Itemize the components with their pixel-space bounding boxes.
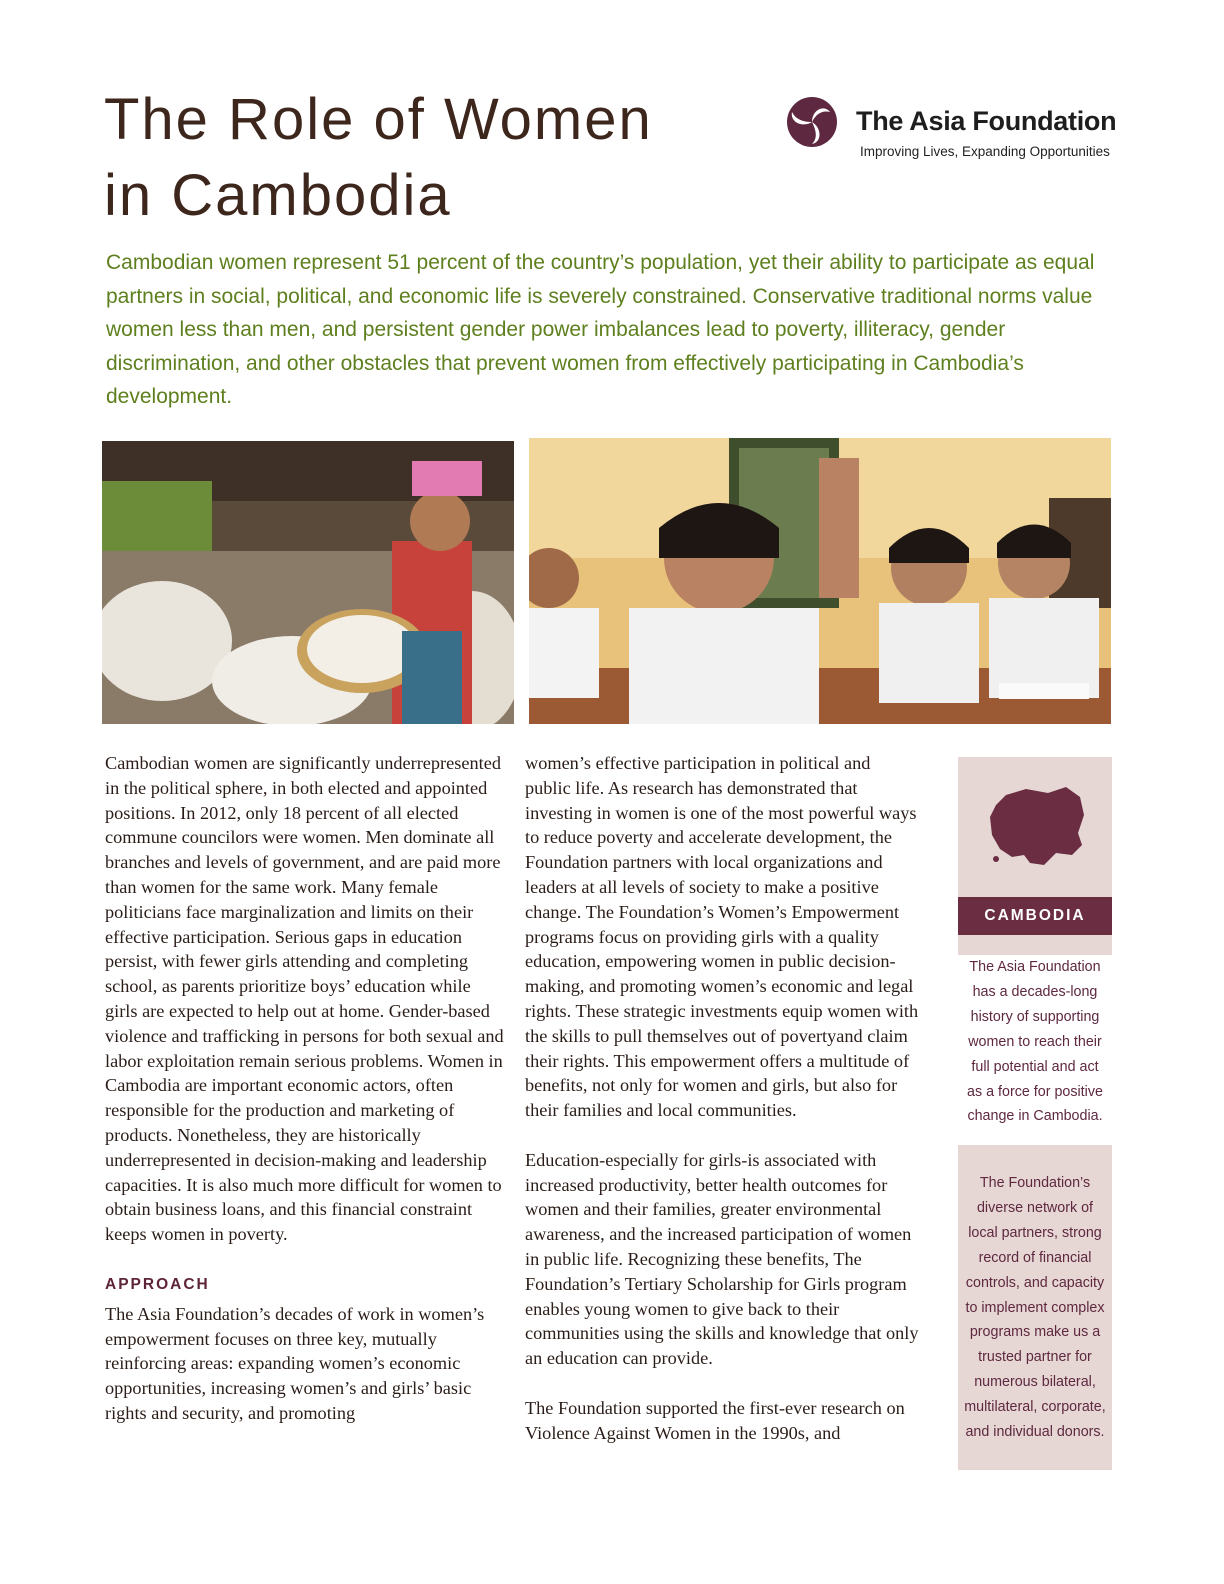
- sidebar-text-history: The Asia Foundation has a decades-long history of supporting women to reach their full potential and act as a force for positive change in Cambodia.: [958, 955, 1112, 1145]
- column1-paragraph-2: The Asia Foundation’s decades of work in women’s empowerment focuses on three key, mutually reinforcing areas: expanding women’s economic opportunities, increasing women’s and girls’ basic rights and security, and promoting: [105, 1303, 485, 1423]
- map-panel: [958, 757, 1112, 897]
- body-column-2: [525, 751, 920, 1445]
- country-label: CAMBODIA: [958, 897, 1112, 935]
- logo-name: The Asia Foundation: [856, 106, 1117, 136]
- students-classroom-photo: [529, 438, 1111, 724]
- asia-foundation-logo[interactable]: [786, 96, 1116, 166]
- foundation-swirl-icon: [786, 96, 838, 148]
- column2-paragraph-1: women’s effective participation in political and public life. As research has demonstrated that investing in women is one of the most powerful ways to reduce poverty and accelerate development, the Foundation partners with local organizations and leaders at all levels of society to make a positive change. The Foundation’s Women’s Empowerment programs focus on providing girls with a quality education, empowering women in public decision-making, and promoting women’s economic and legal rights. These strategic investments equip women with the skills to pull themselves out of povertyand claim their rights. This empowerment offers a multitude of benefits, not only for women and girls, but also for their families and local communities.: [525, 753, 919, 1121]
- body-column-1: [105, 751, 507, 1426]
- intro-paragraph: Cambodian women represent 51 percent of the country’s population, yet their ability to participate as equal partners in social, political, and economic life is severely constrained. Conservative traditional norms value women less than men, and persistent gender power imbalances lead to poverty, illiteracy, gender discrimination, and other obstacles that prevent women from effectively participating in Cambodia’s development.: [106, 251, 1095, 408]
- title-line-2: in Cambodia: [104, 163, 452, 228]
- sidebar-divider: [958, 1147, 1112, 1149]
- column1-paragraph-1: Cambodian women are significantly underrepresented in the political sphere, in both elected and appointed positions. In 2012, only 18 percent of all elected commune councilors were women. Men dominate all branches and levels of government, and are paid more than women for the same work. Many female politicians face marginalization and limits on their effective participation. Serious gaps in education persist, with fewer girls attending and completing school, as parents prioritize boys’ education while girls are expected to help out at home. Gender-based violence and trafficking in persons for both sexual and labor exploitation remain serious problems. Women in Cambodia are important economic actors, often responsible for the production and marketing of products. Nonetheless, they are historically underrepresented in decision-making and leadership capacities. It is also much more difficult for women to obtain business loans, and this financial constraint keeps women in poverty.: [105, 753, 504, 1245]
- column2-paragraph-3: The Foundation supported the first-ever research on Violence Against Women in the 1990s, and: [525, 1397, 905, 1443]
- country-sidebar: [958, 757, 1112, 1470]
- market-woman-photo: [102, 441, 514, 724]
- title-line-1: The Role of Women: [104, 87, 653, 152]
- sidebar-text-network: The Foundation’s diverse network of local partners, strong record of financial controls, and capacity to implement complex programs make us a trusted partner for numerous bilateral, multilateral, corporate, and individual donors.: [964, 1175, 1106, 1441]
- logo-tagline: Improving Lives, Expanding Opportunities: [860, 144, 1110, 159]
- column2-paragraph-2: Education-especially for girls-is associated with increased productivity, better health outcomes for women and their families, greater environmental awareness, and the increased participation of women in public life. Recognizing these benefits, The Foundation’s Tertiary Scholarship for Girls program enables young women to give back to their communities using the skills and knowledge that only an education can provide.: [525, 1149, 919, 1369]
- page-title: [104, 82, 744, 234]
- cambodia-map-icon: [986, 785, 1088, 869]
- approach-heading: APPROACH: [105, 1275, 210, 1293]
